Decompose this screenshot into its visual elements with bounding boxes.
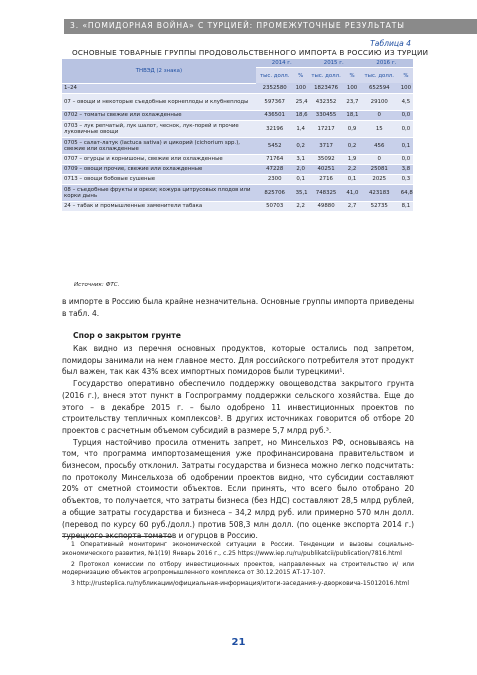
percent-cell: 4,5 <box>399 93 413 110</box>
page-number: 21 <box>231 637 246 648</box>
value-cell: 32196 <box>256 120 294 137</box>
value-cell: 2716 <box>308 174 345 184</box>
value-cell: 35092 <box>308 154 345 164</box>
percent-cell: 0,0 <box>399 154 413 164</box>
row-label: 0703 – лук репчатый, лук шалот, чеснок, лук-порей и прочие луковичные овощи <box>62 120 256 137</box>
value-cell: 423183 <box>360 184 399 201</box>
row-label: 0709 – овощи прочие, свежие или охлажденные <box>62 164 256 174</box>
row-label: 08 – съедобные фрукты и орехи; кожура цитрусовых плодов или корки дынь <box>62 184 256 201</box>
table-title: ОСНОВНЫЕ ТОВАРНЫЕ ГРУППЫ ПРОДОВОЛЬСТВЕННОГО ИМПОРТА В РОССИЮ ИЗ ТУРЦИИ <box>72 48 429 57</box>
percent-cell: 100 <box>344 83 359 93</box>
row-label: 1–24 <box>62 83 256 93</box>
year-header: 2016 г. <box>360 59 413 68</box>
row-label: 0705 – салат-латук (lactuca sativa) и цикорий (cichorium spp.), свежие или охлажденные <box>62 137 256 154</box>
percent-cell: 18,1 <box>346 112 359 118</box>
value-cell: 40251 <box>308 164 345 174</box>
footnotes <box>62 541 414 591</box>
percent-cell: 100 <box>294 83 308 93</box>
row-label: 07 – овощи и некоторые съедобные корнеплоды и клубнеплоды <box>62 93 256 110</box>
footnote: 3 http://rusteplica.ru/публикации/официальная-информация/итоги-заседания-у-дворковича-15012016.html <box>71 580 410 588</box>
pct-header: % <box>399 68 413 84</box>
value-cell: 3717 <box>308 137 345 154</box>
percent-cell: 3,8 <box>399 164 413 174</box>
percent-cell: 41,0 <box>344 184 359 201</box>
value-cell: 71764 <box>256 154 294 164</box>
footnote-divider <box>62 536 172 537</box>
percent-cell: 0,9 <box>344 120 359 137</box>
percent-cell: 18,6 <box>295 112 308 118</box>
percent-cell: 1,9 <box>344 154 359 164</box>
year-header: 2015 г. <box>308 59 360 68</box>
percent-cell: 2,2 <box>344 164 359 174</box>
table-row <box>62 137 413 154</box>
percent-cell: 2,0 <box>294 164 308 174</box>
percent-cell: 2,2 <box>294 201 308 211</box>
value-cell: 748325 <box>308 184 345 201</box>
unit-header: тыс. долл. <box>256 68 294 84</box>
paragraph: Турция настойчиво просила отменить запрет, но Минсельхоз РФ, основываясь на том, что программа импортозамещения уже профинансирована правительством и бизнесом, просьбу отклонил. Затраты государства и бизнеса можно легко подсчитать: по протоколу Минсельхоза об одобрении проектов видно, что субсидии составляют 20% от сметной стоимости объектов. Если принять, что всего было отобрано 20 объектов, то получается, что затраты бизнеса (без НДС) составляют 28,5 млрд рублей, а общие затраты государства и бизнеса – 34,2 млрд руб. или примерно 570 млн долл. (перевод по курсу 60 руб./долл.) против 508,3 млн долл. (по оценке экспорта 2014 г.) турецкого экспорта томатов и огурцов в Россию. <box>62 437 414 541</box>
table-row <box>62 201 413 211</box>
percent-cell: 0,2 <box>294 137 308 154</box>
value-cell: 25081 <box>360 164 399 174</box>
table-number: Таблица 4 <box>370 39 411 48</box>
value-cell: 47228 <box>256 164 294 174</box>
table-row <box>62 164 413 174</box>
value-cell: 0 <box>360 110 399 120</box>
table-row <box>62 174 413 184</box>
value-cell: 456 <box>360 137 399 154</box>
unit-header: тыс. долл. <box>308 68 345 84</box>
footnote: 1 Оперативный мониторинг экономической ситуации в России. Тенденции и вызовы социально-экономического развития, №1(19) Январь 2016 г., с.25 https://www.iep.ru/ru/publikatcii/publication/7816.html <box>62 541 414 557</box>
table-row <box>62 93 413 110</box>
year-header: 2014 г. <box>256 59 308 68</box>
row-label: 24 – табак и промышленные заменители табака <box>62 201 256 211</box>
import-table <box>62 59 413 212</box>
code-column-header: ТНВЭД (2 знака) <box>62 59 256 83</box>
table-row <box>62 120 413 137</box>
percent-cell: 23,7 <box>344 93 359 110</box>
percent-cell: 3,1 <box>294 154 308 164</box>
table-row <box>62 184 413 201</box>
value-cell: 50703 <box>256 201 294 211</box>
row-label: 0707 – огурцы и корнишоны, свежие или охлажденные <box>62 154 256 164</box>
table-row <box>62 83 413 93</box>
value-cell: 1823476 <box>308 83 345 93</box>
percent-cell: 1,4 <box>294 120 308 137</box>
value-cell: 52735 <box>360 201 399 211</box>
percent-cell: 8,1 <box>399 201 413 211</box>
percent-cell: 0,0 <box>399 110 413 120</box>
section-subheading: Спор о закрытом грунте <box>73 331 181 340</box>
pct-header: % <box>344 68 359 84</box>
value-cell: 2025 <box>360 174 399 184</box>
table-source: Источник: ФТС. <box>74 282 120 288</box>
value-cell: 0 <box>360 154 399 164</box>
chapter-title: 3. «ПОМИДОРНАЯ ВОЙНА» С ТУРЦИЕЙ: ПРОМЕЖУТОЧНЫЕ РЕЗУЛЬТАТЫ <box>70 21 405 30</box>
percent-cell: 0,1 <box>294 174 308 184</box>
value-cell: 432352 <box>308 93 345 110</box>
body-paragraphs <box>62 343 414 542</box>
chapter-header-bar <box>64 19 477 34</box>
pct-header: % <box>294 68 308 84</box>
unit-header: тыс. долл. <box>360 68 399 84</box>
footnote: 2 Протокол комиссии по отбору инвестиционных проектов, направленных на строительство и/ или модернизацию объектов агропромышленного комплекса от 30.12.2015 АТ-17-107. <box>62 560 414 577</box>
percent-cell: 0,1 <box>344 174 359 184</box>
value-cell: 330455 <box>308 110 345 120</box>
percent-cell: 0,3 <box>399 174 413 184</box>
value-cell: 2352580 <box>256 83 294 93</box>
row-label: 0702 – томаты свежие или охлажденные <box>62 110 256 120</box>
value-cell: 5452 <box>256 137 294 154</box>
percent-cell: 0,2 <box>344 137 359 154</box>
percent-cell: 0,0 <box>399 120 413 137</box>
value-cell: 2300 <box>256 174 294 184</box>
value-cell: 29100 <box>360 93 399 110</box>
row-label: 0713 – овощи бобовые сушеные <box>62 174 256 184</box>
percent-cell: 2,7 <box>344 201 359 211</box>
value-cell: 825706 <box>256 184 294 201</box>
value-cell: 652594 <box>360 83 399 93</box>
percent-cell: 25,4 <box>294 93 308 110</box>
value-cell: 17217 <box>308 120 345 137</box>
value-cell: 49880 <box>308 201 345 211</box>
value-cell: 436501 <box>256 110 294 120</box>
percent-cell: 35,1 <box>294 184 308 201</box>
value-cell: 597367 <box>256 93 294 110</box>
percent-cell: 100 <box>399 83 413 93</box>
percent-cell: 64,8 <box>399 184 413 201</box>
paragraph: Государство оперативно обеспечило поддержку овощеводства закрытого грунта (2016 г.), внеся этот пункт в Госпрограмму поддержки сельского хозяйства. Еще до этого – в декабре 2015 г. – было одобрено 11 инвестиционных проектов по строительству тепличных комплексов². В других источниках говорится об отборе 20 проектов с расчетным объемом субсидий в размере 5,7 млрд руб.³. <box>62 379 414 435</box>
percent-cell: 0,1 <box>399 137 413 154</box>
table-row <box>62 110 413 120</box>
paragraph: Как видно из перечня основных продуктов, которые остались под запретом, помидоры занимали на нем главное место. Для российского потребителя этот продукт был важен, так как 43% всех импортных помидоров были турецкими¹. <box>62 344 414 377</box>
value-cell: 15 <box>360 120 399 137</box>
intro-paragraph: в импорте в Россию была крайне незначительна. Основные группы импорта приведены в табл. 4. <box>62 297 414 318</box>
table-row <box>62 154 413 164</box>
